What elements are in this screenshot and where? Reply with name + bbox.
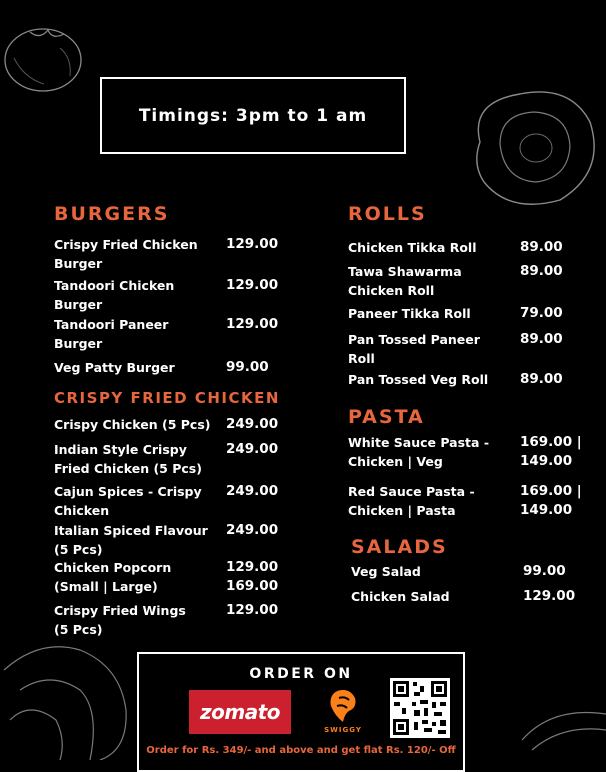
menu-item-price: 129.00 [226, 316, 279, 332]
order-on-box [137, 652, 465, 772]
menu-item-name: Chicken Popcorn (Small | Large) [54, 560, 172, 594]
offer-text: Order for Rs. 349/- and above and get flat Rs. 120/- Off [146, 745, 456, 756]
menu-item-price: 129.00 [226, 602, 279, 618]
onion-sketch-icon [460, 82, 606, 214]
menu-item-price: 89.00 [520, 263, 563, 279]
crispy-chicken-heading: CRISPY FRIED CHICKEN [54, 389, 280, 407]
menu-item-price: 249.00 [226, 441, 279, 457]
menu-item-name: Crispy Fried Wings (5 Pcs) [54, 603, 186, 637]
menu-item-price: 89.00 [520, 331, 563, 347]
menu-item-price: 99.00 [523, 563, 566, 579]
zomato-logo[interactable]: zomato [189, 690, 291, 734]
menu-item-name: Veg Salad [351, 564, 421, 579]
pasta-heading: PASTA [348, 406, 425, 428]
qr-code-icon [390, 678, 450, 738]
menu-item-price: 89.00 [520, 371, 563, 387]
menu-item-price: 169.00 | 149.00 [520, 483, 582, 518]
menu-item-price: 249.00 [226, 416, 279, 432]
menu-item-name: White Sauce Pasta - Chicken | Veg [348, 435, 490, 469]
menu-item-name: Crispy Fried Chicken Burger [54, 237, 198, 271]
menu-item-price: 129.00 [226, 236, 279, 252]
rolls-heading: ROLLS [348, 203, 427, 225]
menu-item-name: Veg Patty Burger [54, 360, 175, 375]
menu-item-name: Tawa Shawarma Chicken Roll [348, 264, 462, 298]
tomato-sketch-icon [0, 18, 90, 94]
menu-item-name: Tandoori Chicken Burger [54, 278, 175, 312]
menu-item-price: 129.00 [226, 277, 279, 293]
salads-heading: SALADS [351, 536, 448, 558]
menu-item-name: Red Sauce Pasta - Chicken | Pasta [348, 484, 475, 518]
burgers-heading: BURGERS [54, 203, 170, 225]
menu-item-price: 249.00 [226, 483, 279, 499]
cabbage-sketch-icon [0, 630, 140, 760]
menu-item-price: 169.00 | 149.00 [520, 434, 582, 469]
swiggy-pin-icon [321, 688, 365, 724]
menu-item-price: 99.00 [226, 359, 269, 375]
qr-code[interactable] [390, 678, 450, 738]
menu-item-name: Italian Spiced Flavour (5 Pcs) [54, 523, 208, 557]
swiggy-label: SWIGGY [324, 726, 362, 734]
menu-item-name: Indian Style Crispy Fried Chicken (5 Pcs) [54, 442, 202, 476]
menu-item-price: 249.00 [226, 522, 279, 538]
order-on-title: ORDER ON [249, 666, 353, 682]
menu-item-name: Pan Tossed Paneer Roll [348, 332, 480, 366]
bowl-sketch-icon [512, 700, 606, 760]
menu-item-name: Pan Tossed Veg Roll [348, 372, 489, 387]
menu-item-name: Chicken Salad [351, 589, 450, 604]
menu-item-name: Chicken Tikka Roll [348, 240, 477, 255]
menu-item-name: Crispy Chicken (5 Pcs) [54, 417, 211, 432]
menu-item-name: Tandoori Paneer Burger [54, 317, 169, 351]
swiggy-logo[interactable] [321, 688, 365, 738]
menu-item-price: 129.00 [523, 588, 576, 604]
menu-item-price: 129.00 169.00 [226, 559, 279, 594]
timings-banner: Timings: 3pm to 1 am [100, 77, 406, 154]
menu-item-name: Paneer Tikka Roll [348, 306, 471, 321]
menu-item-name: Cajun Spices - Crispy Chicken [54, 484, 202, 518]
menu-item-price: 79.00 [520, 305, 563, 321]
menu-item-price: 89.00 [520, 239, 563, 255]
